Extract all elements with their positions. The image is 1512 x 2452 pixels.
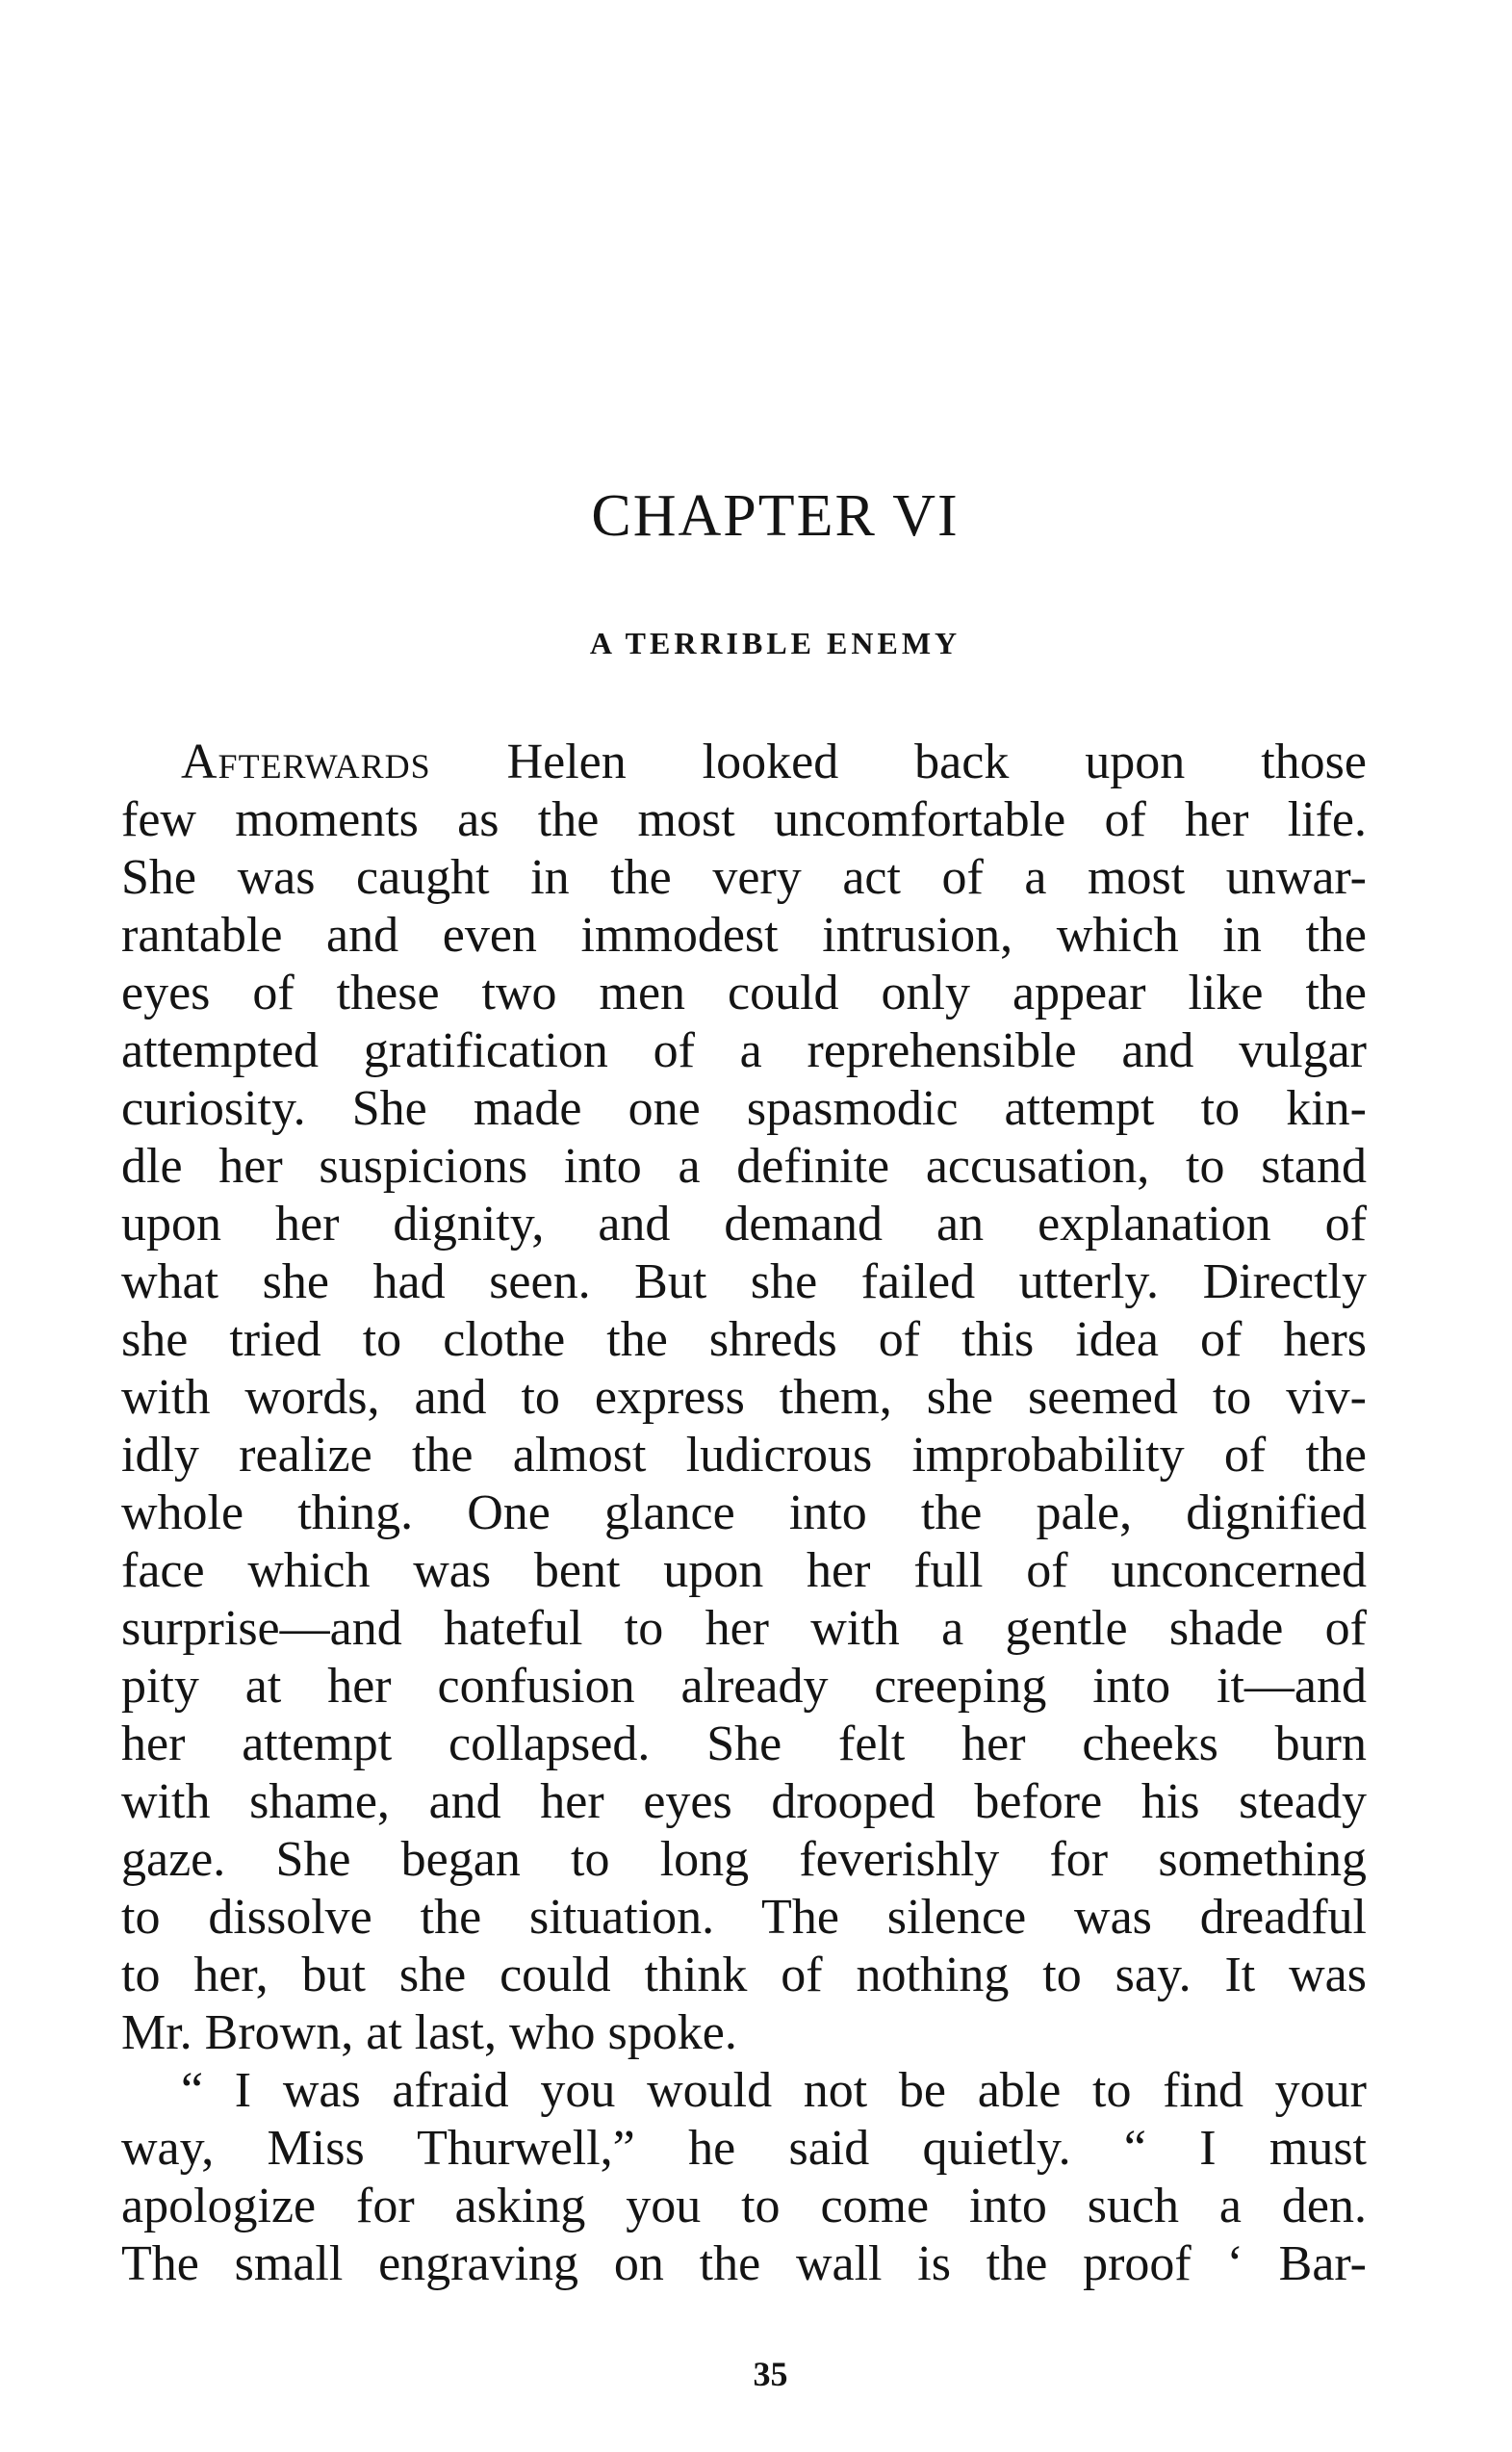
text-line: her attempt collapsed. She felt her cheeks burn <box>121 1716 1367 1771</box>
text-line: dle her suspicions into a definite accusation, to stand <box>121 1139 1367 1194</box>
text-line: face which was bent upon her full of unconcerned <box>121 1543 1367 1598</box>
text-line: gaze. She began to long feverishly for something <box>121 1832 1367 1887</box>
text-line: She was caught in the very act of a most unwar- <box>121 850 1367 905</box>
first-line-rest: Helen looked back upon those <box>430 735 1367 789</box>
text-line: few moments as the most uncomfortable of her life. <box>121 792 1367 847</box>
text-line: idly realize the almost ludicrous improbability of the <box>121 1428 1367 1483</box>
text-line: whole thing. One glance into the pale, dignified <box>121 1485 1367 1540</box>
text-line: apologize for asking you to come into such a den. <box>121 2179 1367 2233</box>
text-line: she tried to clothe the shreds of this idea of hers <box>121 1312 1367 1367</box>
text-line <box>121 734 1367 791</box>
page-number: 35 <box>753 2355 788 2393</box>
text-line: to her, but she could think of nothing to say. It was <box>121 1948 1367 2002</box>
text-line: to dissolve the situation. The silence was dreadful <box>121 1890 1367 1945</box>
text-line: “ I was afraid you would not be able to find your <box>181 2063 1367 2118</box>
chapter-title: CHAPTER VI <box>591 483 960 549</box>
lead-word: Afterwards <box>181 735 431 789</box>
text-line: with shame, and her eyes drooped before his steady <box>121 1774 1367 1829</box>
text-line: curiosity. She made one spasmodic attempt to kin- <box>121 1081 1367 1136</box>
text-line: what she had seen. But she failed utterly. Directly <box>121 1254 1367 1309</box>
text-line: attempted gratification of a reprehensible and vulgar <box>121 1023 1367 1078</box>
text-line: pity at her confusion already creeping into it—and <box>121 1659 1367 1714</box>
text-line: with words, and to express them, she seemed to viv- <box>121 1370 1367 1425</box>
text-line: rantable and even immodest intrusion, which in the <box>121 908 1367 963</box>
text-line: Mr. Brown, at last, who spoke. <box>121 2005 737 2060</box>
body-text <box>121 734 1367 2293</box>
text-line: The small engraving on the wall is the proof ‘ Bar- <box>121 2236 1367 2291</box>
text-line: surprise—and hateful to her with a gentle shade of <box>121 1601 1367 1656</box>
chapter-subtitle: A TERRIBLE ENEMY <box>589 626 961 660</box>
text-line: eyes of these two men could only appear like the <box>121 966 1367 1020</box>
text-line: way, Miss Thurwell,” he said quietly. “ I must <box>121 2121 1367 2176</box>
text-line: upon her dignity, and demand an explanation of <box>121 1197 1367 1252</box>
